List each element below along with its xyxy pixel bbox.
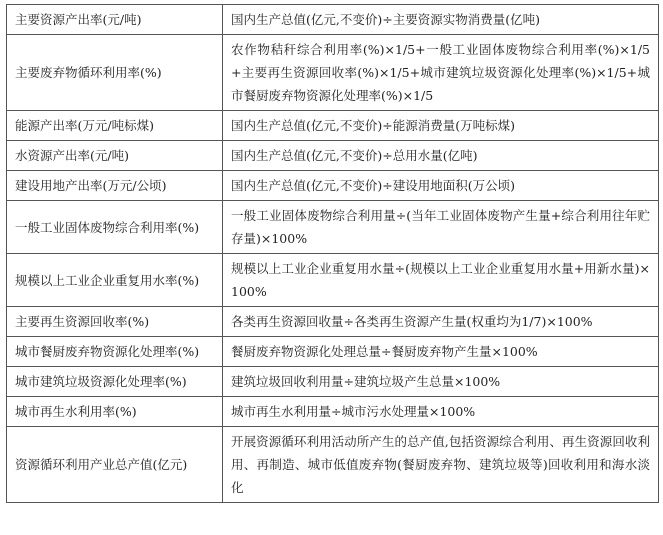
indicator-name: 主要再生资源回收率(%) [7, 307, 223, 337]
indicator-name: 主要资源产出率(元/吨) [7, 5, 223, 35]
table-row [7, 111, 659, 141]
indicator-name: 城市餐厨废弃物资源化处理率(%) [7, 337, 223, 367]
indicator-table-container [6, 4, 658, 503]
table-row [7, 367, 659, 397]
indicator-formula: 国内生产总值(亿元,不变价)÷主要资源实物消费量(亿吨) [223, 5, 659, 35]
indicator-formula: 国内生产总值(亿元,不变价)÷总用水量(亿吨) [223, 141, 659, 171]
indicator-name: 主要废弃物循环利用率(%) [7, 35, 223, 111]
table-row [7, 201, 659, 254]
indicator-name: 资源循环利用产业总产值(亿元) [7, 427, 223, 503]
table-row [7, 35, 659, 111]
table-row [7, 427, 659, 503]
table-row [7, 307, 659, 337]
indicator-name: 水资源产出率(元/吨) [7, 141, 223, 171]
table-row [7, 5, 659, 35]
indicator-formula: 国内生产总值(亿元,不变价)÷能源消费量(万吨标煤) [223, 111, 659, 141]
indicator-name: 能源产出率(万元/吨标煤) [7, 111, 223, 141]
indicator-formula: 各类再生资源回收量÷各类再生资源产生量(权重均为1/7)×100% [223, 307, 659, 337]
indicator-formula: 开展资源循环利用活动所产生的总产值,包括资源综合利用、再生资源回收利用、再制造、城市低值废弃物(餐厨废弃物、建筑垃圾等)回收利用和海水淡化 [223, 427, 659, 503]
indicator-formula: 农作物秸秆综合利用率(%)×1/5+一般工业固体废物综合利用率(%)×1/5+主要再生资源回收率(%)×1/5+城市建筑垃圾资源化处理率(%)×1/5+城市餐厨废弃物资源化处理率(%)×1/5 [223, 35, 659, 111]
table-row [7, 397, 659, 427]
table-row [7, 337, 659, 367]
table-row [7, 171, 659, 201]
table-row [7, 254, 659, 307]
indicator-formula: 餐厨废弃物资源化处理总量÷餐厨废弃物产生量×100% [223, 337, 659, 367]
table-row [7, 141, 659, 171]
indicator-name: 城市再生水利用率(%) [7, 397, 223, 427]
indicator-formula: 一般工业固体废物综合利用量÷(当年工业固体废物产生量+综合利用往年贮存量)×100% [223, 201, 659, 254]
indicator-name: 规模以上工业企业重复用水率(%) [7, 254, 223, 307]
indicator-name: 城市建筑垃圾资源化处理率(%) [7, 367, 223, 397]
indicator-name: 建设用地产出率(万元/公顷) [7, 171, 223, 201]
indicator-formula: 建筑垃圾回收利用量÷建筑垃圾产生总量×100% [223, 367, 659, 397]
indicator-formula: 国内生产总值(亿元,不变价)÷建设用地面积(万公顷) [223, 171, 659, 201]
indicator-name: 一般工业固体废物综合利用率(%) [7, 201, 223, 254]
indicator-formula: 城市再生水利用量÷城市污水处理量×100% [223, 397, 659, 427]
indicator-formula: 规模以上工业企业重复用水量÷(规模以上工业企业重复用水量+用新水量)×100% [223, 254, 659, 307]
indicator-table [6, 4, 659, 503]
